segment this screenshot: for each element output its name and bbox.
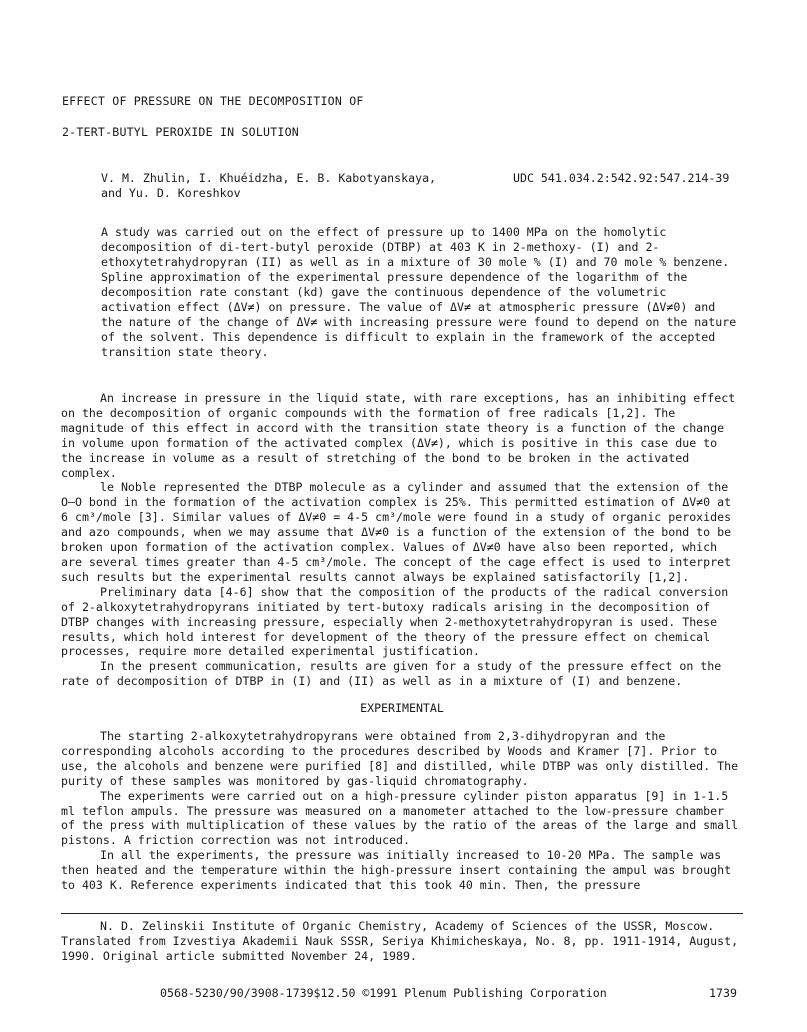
publication-code: 0568-5230/90/3908-1739$12.50 ©1991 Plenum Publishing Corporation	[160, 986, 607, 1000]
section-heading-experimental: EXPERIMENTAL	[360, 701, 444, 716]
footnote-divider	[61, 913, 743, 914]
paragraph-starting-materials: The starting 2-alkoxytetrahydropyrans were obtained from 2,3-dihydropyran and the corresponding alcohols according to the procedures described by Woods and Kramer [7]. Prior to use, the alcohols and benzene were purified [8] and distilled, while DTBP was only distilled. The purity of these samples was monitored by gas-liquid chromatography.	[61, 729, 739, 788]
title-line-1: EFFECT OF PRESSURE ON THE DECOMPOSITION OF	[62, 94, 364, 108]
abstract: A study was carried out on the effect of pressure up to 1400 MPa on the homolytic decomposition of di-tert-butyl peroxide (DTBP) at 403 K in 2-methoxy- (I) and 2-ethoxytetrahydropyran (II) as well as in a mixture of 30 mole % (I) and 70 mole % benzene. Spline approximation of the experimental pressure dependence of the logarithm of the decomposition rate constant (kd) gave the continuous dependence of the volumetric activation effect (ΔV≠) on pressure. The value of ΔV≠ at atmospheric pressure (ΔV≠0) and the nature of the change of ΔV≠ with increasing pressure were found to depend on the nature of the solvent. This dependence is difficult to explain in the framework of the accepted transition state theory.	[101, 225, 737, 359]
paragraph-le-noble: le Noble represented the DTBP molecule as a cylinder and assumed that the extension of the O–O bond in the formation of the activation complex is 25%. This permitted estimation of ΔV≠0 at 6 cm³/mole [3]. Similar values of ΔV≠0 = 4-5 cm³/mole were found in a study of organic peroxides and azo compounds, when we may assume that ΔV≠0 is a function of the extension of the bond to be broken upon formation of the activation complex. Values of ΔV≠0 have also been reported, which are several times greater than 4-5 cm³/mole. The concept of the cage effect is used to interpret such results but the experimental results cannot always be explained satisfactorily [1,2].	[61, 480, 732, 584]
footnote-text: N. D. Zelinskii Institute of Organic Chemistry, Academy of Sciences of the USSR, Moscow. Translated from Izvestiya Akademii Nauk SSSR, Seriya Khimicheskaya, No. 8, pp. 1911-1914, August, 1990. Original article submitted November 24, 1989.	[61, 919, 739, 963]
page-number: 1739	[709, 986, 737, 1000]
title-line-2: 2-TERT-BUTYL PEROXIDE IN SOLUTION	[62, 125, 299, 139]
paragraph-apparatus: The experiments were carried out on a high-pressure cylinder piston apparatus [9] in 1-1.5 ml teflon ampuls. The pressure was measured on a manometer attached to the low-pressure chamber of the press with multiplication of these values by the ratio of the areas of the large and small pistons. A friction correction was not introduced.	[61, 788, 739, 848]
article-body	[61, 391, 743, 893]
udc-code: UDC 541.034.2:542.92:547.214-39	[513, 171, 730, 185]
authors-line-1: V. M. Zhulin, I. Khuéidzha, E. B. Kabotyanskaya,	[101, 171, 437, 185]
paragraph-procedure: In all the experiments, the pressure was initially increased to 10-20 MPa. The sample was then heated and the temperature within the high-pressure insert containing the ampul was brought to 403 K. Reference experiments indicated that this took 40 min. Then, the pressure	[61, 848, 732, 893]
footnote	[61, 919, 743, 964]
authors-line-2: and Yu. D. Koreshkov	[101, 186, 241, 200]
paragraph-preliminary-data: Preliminary data [4-6] show that the composition of the products of the radical conversion of 2-alkoxytetrahydropyrans initiated by tert-butoxy radicals arising in the decomposition of DTBP changes with increasing pressure, especially when 2-methoxytetrahydropyran is used. These results, which hold interest for development of the theory of the pressure effect on chemical processes, require more detailed experimental justification.	[61, 584, 729, 659]
paragraph-present-communication: In the present communication, results are given for a study of the pressure effect on the rate of decomposition of DTBP in (I) and (II) as well as in a mixture of (I) and benzene.	[61, 659, 722, 689]
paragraph-intro: An increase in pressure in the liquid state, with rare exceptions, has an inhibiting effect on the decomposition of organic compounds with the formation of free radicals [1,2]. The magnitude of this effect in accord with the transition state theory is a function of the change in volume upon formation of the activated complex (ΔV≠), which is positive in this case due to the increase in volume as a result of stretching of the bond to be broken in the activated complex.	[61, 391, 736, 480]
authors	[101, 171, 436, 201]
